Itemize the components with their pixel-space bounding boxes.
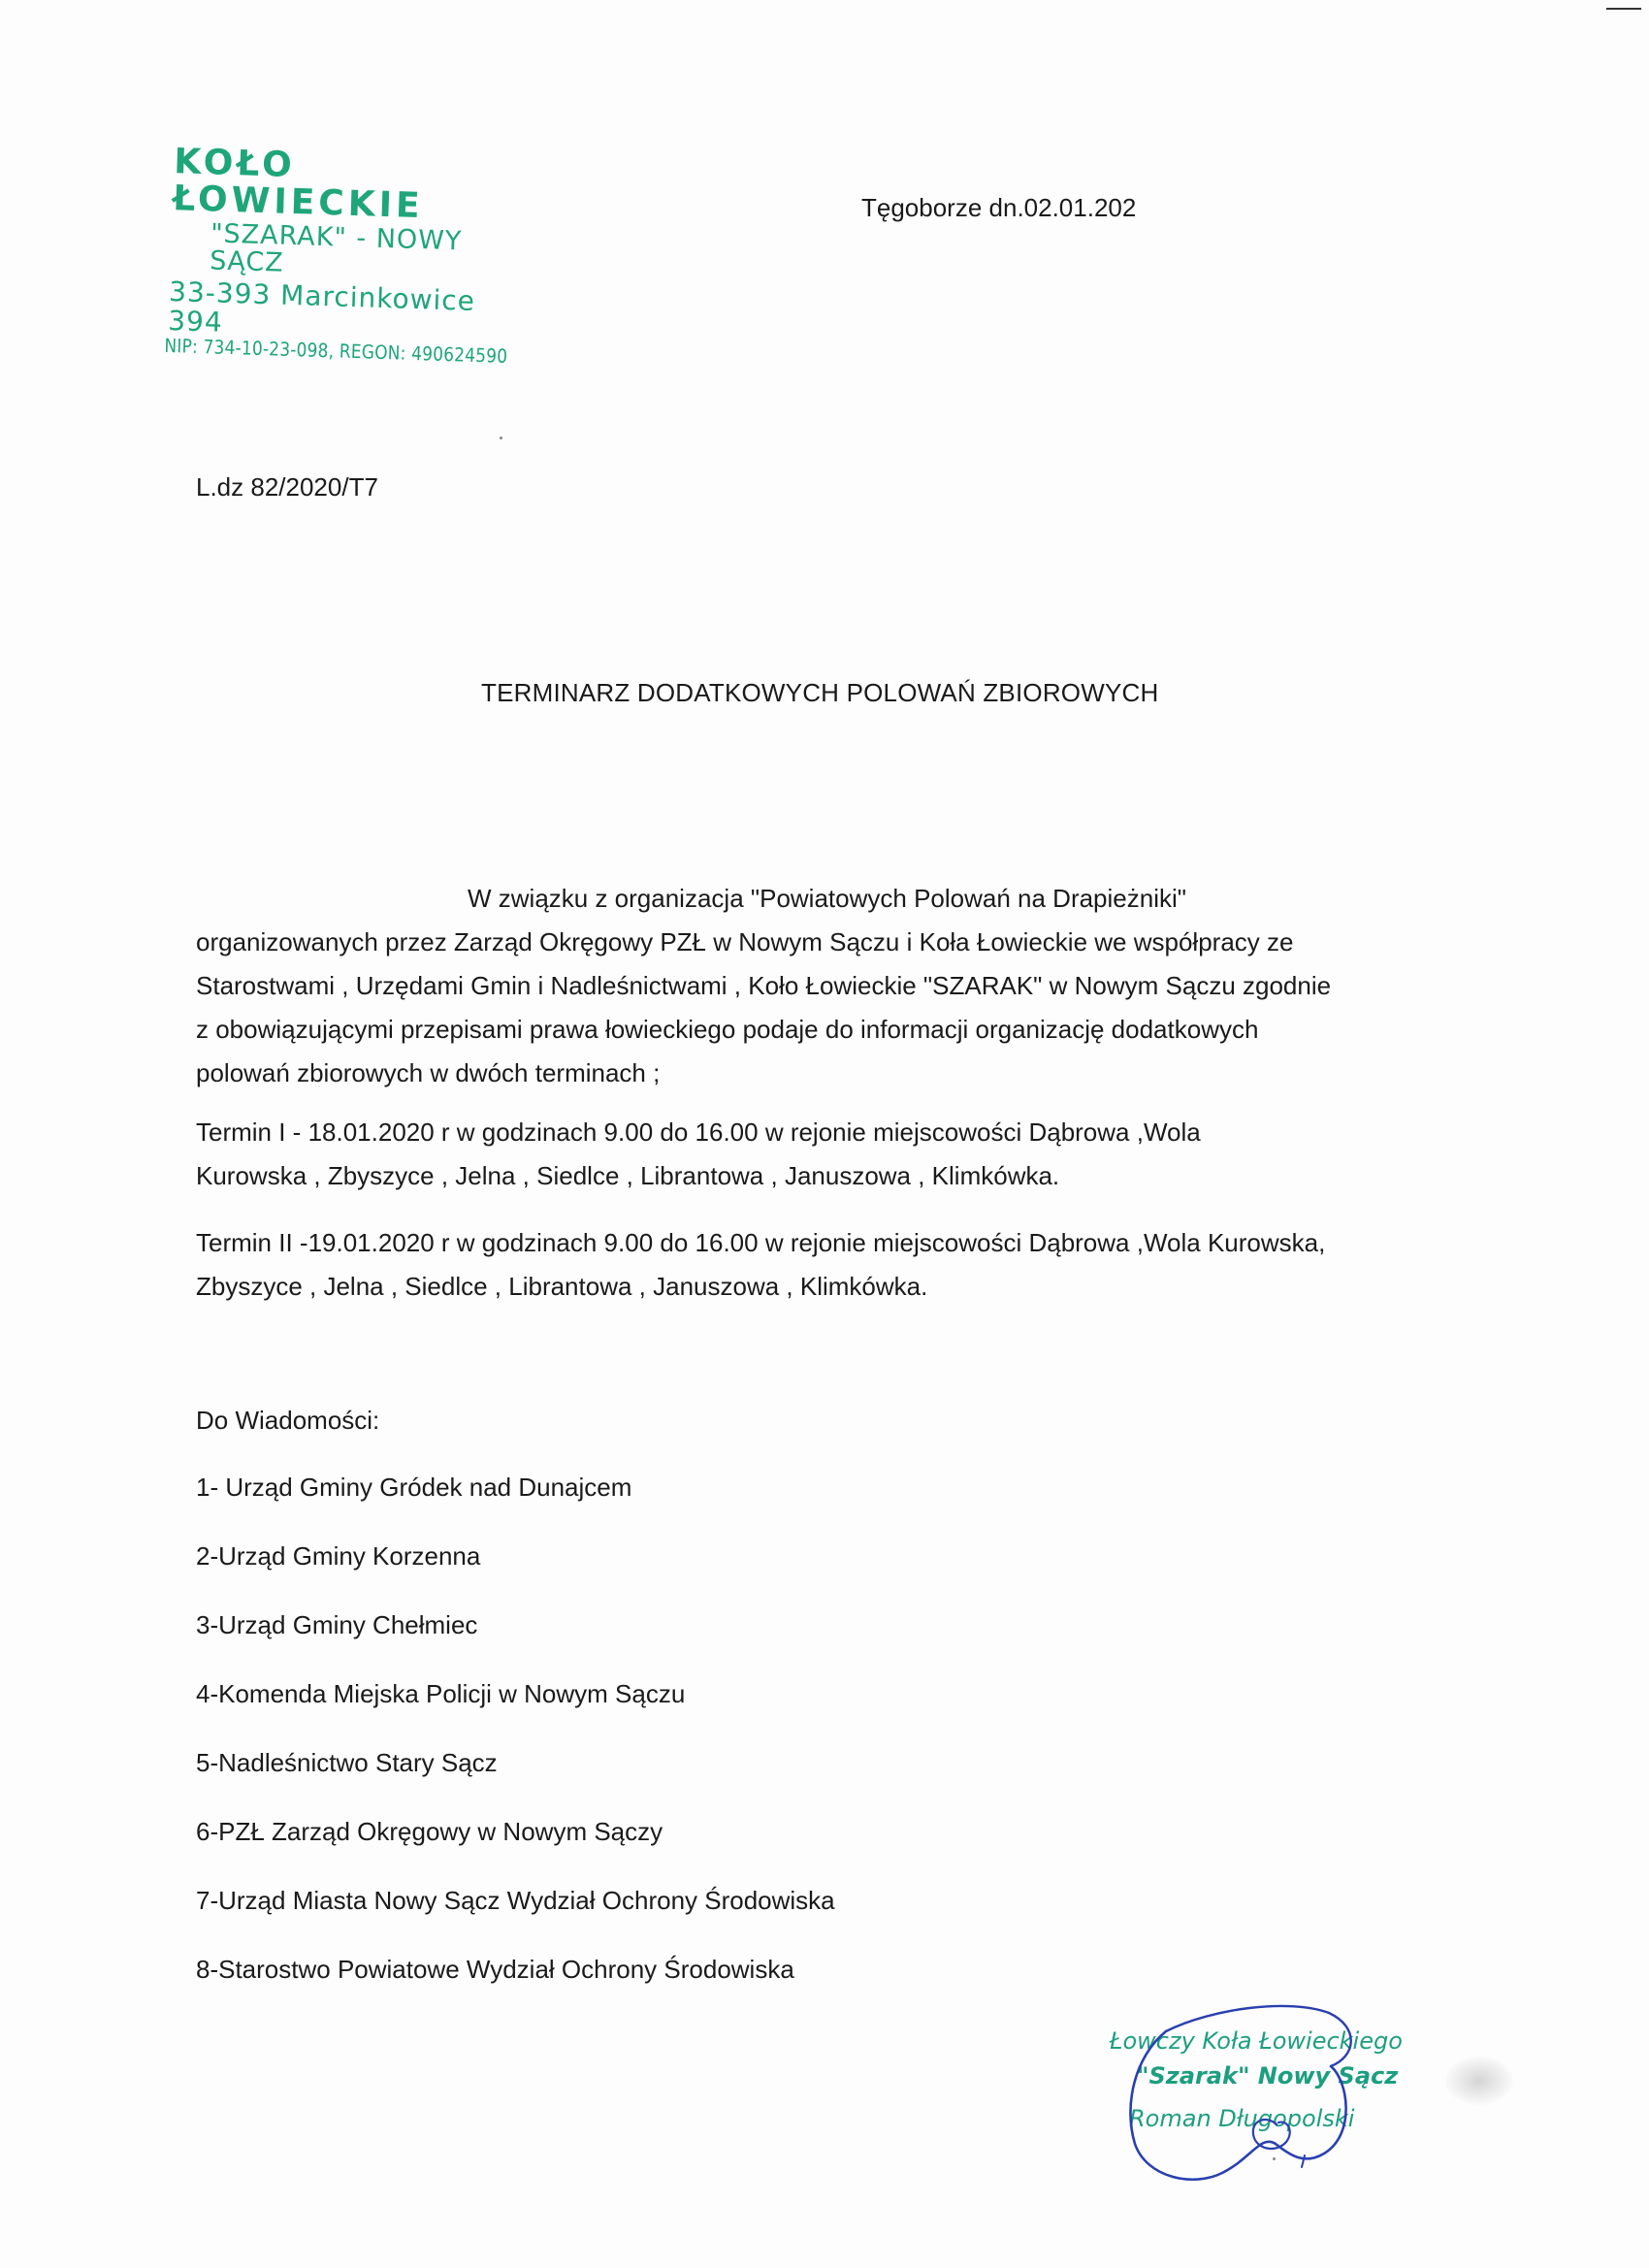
stamp-line-3: 33-393 Marcinkowice 394 [167,275,476,339]
scan-speck [1273,2157,1276,2160]
signature-stamp-line-3: Roman Długopolski [1129,2105,1355,2132]
signature-stamp-line-2: "Szarak" Nowy Sącz [1137,2062,1399,2090]
list-item: 8-Starostwo Powiatowe Wydział Ochrony Środowiska [196,1955,794,1984]
intro-paragraph [196,877,1457,1095]
term-1-line: Termin I - 18.01.2020 r w godzinach 9.00 do 16.00 w rejonie miejscowości Dąbrowa ,Wola [196,1118,1201,1147]
term-1-paragraph [196,1111,1457,1198]
distribution-heading: Do Wiadomości: [196,1406,380,1435]
organization-stamp [164,144,539,367]
list-item: 3-Urząd Gminy Chełmiec [196,1610,478,1639]
document-title: TERMINARZ DODATKOWYCH POLOWAŃ ZBIOROWYCH [481,678,1159,707]
place-date: Tęgoborze dn.02.01.202 [861,193,1137,222]
list-item: 1- Urząd Gminy Gródek nad Dunajcem [196,1473,632,1502]
signature-stamp [1106,1989,1403,2192]
intro-line: polowań zbiorowych w dwóch terminach ; [196,1058,661,1087]
term-2-line: Termin II -19.01.2020 r w godzinach 9.00 do 16.00 w rejonie miejscowości Dąbrowa ,Wola Kurowska, [196,1228,1326,1257]
scan-smudge [1445,2057,1513,2105]
stamp-line-4: NIP: 734-10-23-098, REGON: 490624590 [164,335,508,369]
scan-speck [500,437,502,439]
signature-stamp-line-1: Łowczy Koła Łowieckiego [1110,2027,1403,2055]
handwritten-signature-icon [1106,1989,1397,2192]
intro-line: Starostwami , Urzędami Gmin i Nadleśnictwami , Koło Łowieckie "SZARAK" w Nowym Sączu zgodnie [196,971,1332,1000]
list-item: 4-Komenda Miejska Policji w Nowym Sączu [196,1679,686,1708]
term-2-paragraph [196,1221,1457,1309]
stamp-line-2: "SZARAK" - NOWY SĄCZ [209,217,463,278]
term-2-line: Zbyszyce , Jelna , Siedlce , Librantowa , Januszowa , Klimkówka. [196,1272,928,1301]
list-item: 2-Urząd Gminy Korzenna [196,1541,481,1571]
stamp-line-1: KOŁO ŁOWIECKIE [172,142,425,227]
list-item: 6-PZŁ Zarząd Okręgowy w Nowym Sączy [196,1817,663,1846]
intro-line: z obowiązującymi przepisami prawa łowieckiego podaje do informacji organizację dodatkowych [196,1015,1259,1044]
reference-number: L.dz 82/2020/T7 [196,472,378,502]
scan-corner-mark [1606,8,1641,10]
recipient-list [196,1473,835,2024]
intro-line: W związku z organizacja "Powiatowych Polowań na Drapieżniki" [468,884,1186,913]
term-1-line: Kurowska , Zbyszyce , Jelna , Siedlce , Librantowa , Januszowa , Klimkówka. [196,1161,1060,1190]
intro-line: organizowanych przez Zarząd Okręgowy PZŁ w Nowym Sączu i Koła Łowieckie we współpracy ze [196,927,1294,956]
list-item: 5-Nadleśnictwo Stary Sącz [196,1748,498,1777]
list-item: 7-Urząd Miasta Nowy Sącz Wydział Ochrony Środowiska [196,1886,835,1915]
